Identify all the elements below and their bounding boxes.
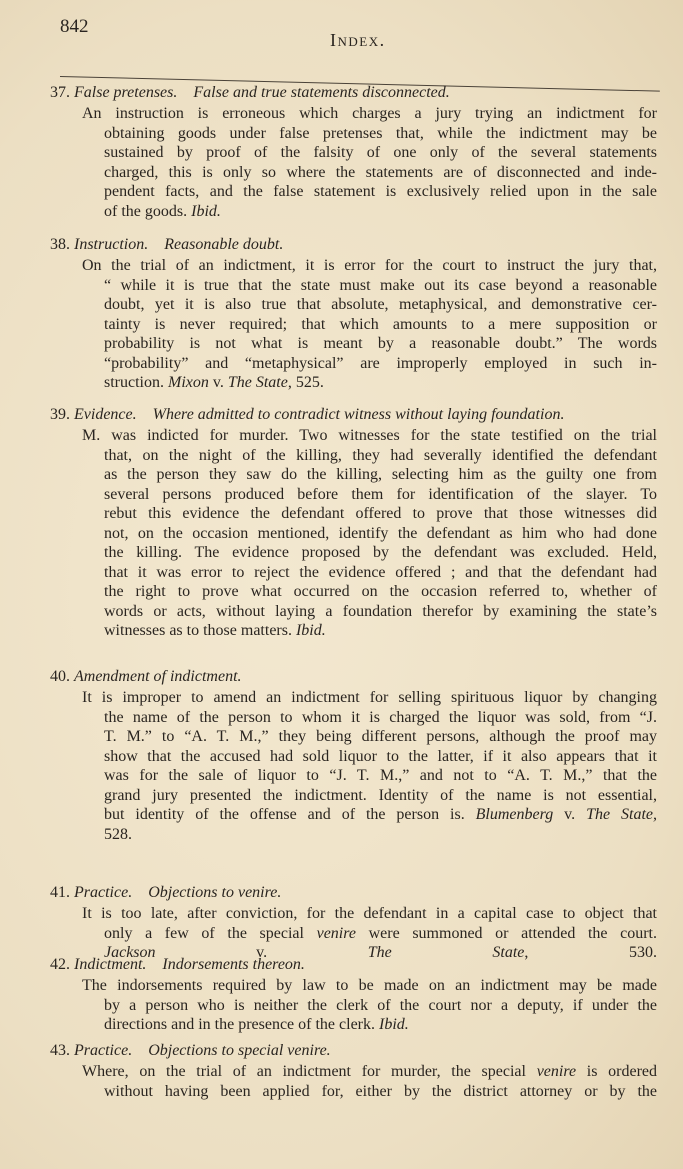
text-line: the killing. The evidence proposed by the defendant was excluded. Held, — [104, 544, 657, 561]
entry-subtitle: Indorsements thereon. — [162, 956, 305, 973]
entry-body — [82, 688, 657, 844]
entry-heading — [50, 1042, 331, 1060]
text-line: The indorsements required by law to be made on an indictment may be made — [82, 977, 657, 994]
entry-body — [82, 256, 657, 393]
text-segment: of the goods. — [104, 202, 192, 220]
text-segment: Where, on the trial of an indictment for murder, the special — [82, 1063, 537, 1080]
text-line: It is too late, after conviction, for the defendant in a capital case to object that — [82, 905, 657, 922]
entry-body — [82, 1062, 657, 1101]
entry-title: Practice. — [74, 884, 133, 901]
text-line: show that the accused had sold liquor to the latter, if it also appears that it — [104, 747, 657, 765]
italic-text: The State, — [586, 806, 657, 823]
entry-title: Practice. — [74, 1042, 133, 1059]
text-segment: v. — [155, 944, 368, 961]
entry-subtitle: Where admitted to contradict witness without laying foundation. — [152, 406, 565, 423]
entry-subtitle: Objections to special venire. — [148, 1042, 331, 1059]
entry-number: 37. — [50, 84, 70, 101]
text-line: M. was indicted for murder. Two witnesses for the state testified on the trial — [82, 427, 657, 444]
entry-subtitle: Objections to venire. — [148, 884, 282, 901]
text-line: several persons produced before them for identification of the slayer. To — [104, 485, 657, 503]
italic-text: venire — [316, 924, 356, 942]
italic-text: venire — [536, 1063, 577, 1080]
entry-heading — [50, 406, 564, 424]
text-line: that it was error to reject the evidence offered ; and that the defendant had — [104, 563, 657, 581]
text-segment: struction. — [104, 374, 168, 391]
text-line: doubt, yet it is also true that absolute, metaphysical, and demonstrative cer- — [104, 296, 657, 313]
entry-subtitle: Reasonable doubt. — [164, 236, 284, 253]
italic-text: Ibid. — [191, 202, 221, 220]
text-line — [82, 1062, 657, 1082]
text-line: 528. — [104, 825, 132, 843]
text-segment: witnesses as to those matters. — [104, 622, 296, 639]
entry-body — [82, 104, 657, 221]
text-line: by a person who is neither the clerk of the court nor a deputy, if under the — [104, 996, 657, 1014]
text-line: charged, this is only so where the statements are of disconnected and inde- — [104, 163, 657, 181]
entry-title: False pretenses. — [74, 84, 178, 101]
text-segment: , 530. — [524, 944, 657, 961]
entry-heading — [50, 956, 305, 974]
text-line: On the trial of an indictment, it is error for the court to instruct the jury that, — [82, 257, 657, 274]
entry-subtitle: False and true statements disconnected. — [193, 84, 450, 101]
text-segment: directions and in the presence of the clerk. — [104, 1016, 379, 1033]
text-line: It is improper to amend an indictment for selling spirituous liquor by changing — [82, 689, 657, 706]
entry-number: 40. — [50, 668, 70, 685]
entry-number: 41. — [50, 884, 70, 901]
entry-body — [82, 976, 657, 1035]
entry-title: Amendment of indictment. — [74, 668, 242, 685]
entry-heading — [50, 84, 450, 102]
text-line — [104, 621, 657, 641]
italic-text: Mixon — [168, 374, 209, 391]
text-line — [104, 373, 657, 393]
italic-text: Jackson — [104, 944, 156, 961]
text-segment: only a few of the special — [104, 924, 317, 942]
text-segment: v. — [553, 806, 587, 823]
running-head: Index. — [330, 30, 386, 50]
text-line: pendent facts, and the false statement is exclusively relied upon in the sale — [104, 183, 657, 200]
text-line — [104, 805, 657, 825]
text-line: was for the sale of liquor to “J. T. M.,” and not to “A. T. M.,” that the — [104, 767, 657, 784]
text-line — [104, 1015, 657, 1035]
text-line: An instruction is erroneous which charges a jury trying an indictment for — [82, 105, 657, 122]
text-line: probability is not what is meant by a reasonable doubt.” The words — [104, 335, 657, 352]
entry-heading — [50, 236, 283, 254]
entry-title: Indictment. — [74, 956, 147, 973]
text-segment: but identity of the offense and of the person is. — [104, 806, 476, 823]
text-line: that, on the night of the killing, they had severally identified the defendant — [104, 446, 657, 464]
entry-title: Evidence. — [74, 406, 137, 423]
text-line: as the person they saw do the killing, selecting him as the guilty one from — [104, 466, 657, 483]
text-line: T. M.” to “A. T. M.,” they being different persons, although the proof may — [104, 728, 657, 745]
text-segment: is ordered — [576, 1063, 658, 1080]
text-segment: v. — [208, 374, 228, 391]
text-line: sustained by proof of the falsity of one only of the several statements — [104, 144, 657, 161]
text-line: tainty is never required; that which amounts to a mere supposition or — [104, 315, 657, 333]
entry-number: 43. — [50, 1042, 70, 1059]
entry-number: 38. — [50, 236, 70, 253]
text-segment: , 525. — [287, 374, 324, 391]
text-line: the right to prove what occurred on the occasion referred to, whether of — [104, 583, 657, 600]
italic-text: Ibid. — [295, 622, 326, 639]
text-line: “probability” and “metaphysical” are improperly employed in such in- — [104, 354, 657, 372]
entry-body — [82, 904, 657, 963]
text-line — [104, 924, 657, 944]
italic-text: The State — [227, 374, 288, 391]
italic-text: Blumenberg — [475, 806, 554, 823]
entry-heading — [50, 884, 281, 902]
text-segment: were summoned or attended the court. — [355, 924, 658, 942]
text-line: without having been applied for, either by the district attorney or by the — [104, 1082, 657, 1100]
text-line: grand jury presented the indictment. Identity of the name is not essential, — [104, 786, 657, 804]
page-number: 842 — [60, 16, 89, 37]
italic-text: Ibid. — [379, 1016, 409, 1033]
entry-number: 39. — [50, 406, 70, 423]
entry-number: 42. — [50, 956, 70, 973]
text-line: not, on the occasion mentioned, identify the defendant as him who had done — [104, 524, 657, 542]
text-line: obtaining goods under false pretenses that, while the indictment may be — [104, 124, 657, 142]
text-line — [104, 202, 657, 222]
entry-body — [82, 426, 657, 641]
text-line: words or acts, without laying a foundation therefor by examining the state’s — [104, 602, 657, 620]
entry-title: Instruction. — [74, 236, 149, 253]
text-line: the name of the person to whom it is charged the liquor was sold, from “J. — [104, 708, 657, 726]
text-line: rebut this evidence the defendant offered to prove that those witnesses did — [104, 505, 657, 522]
text-line: “ while it is true that the state must make out its case beyond a reasonable — [104, 276, 657, 294]
entry-heading — [50, 668, 258, 686]
italic-text: The State — [367, 944, 525, 961]
